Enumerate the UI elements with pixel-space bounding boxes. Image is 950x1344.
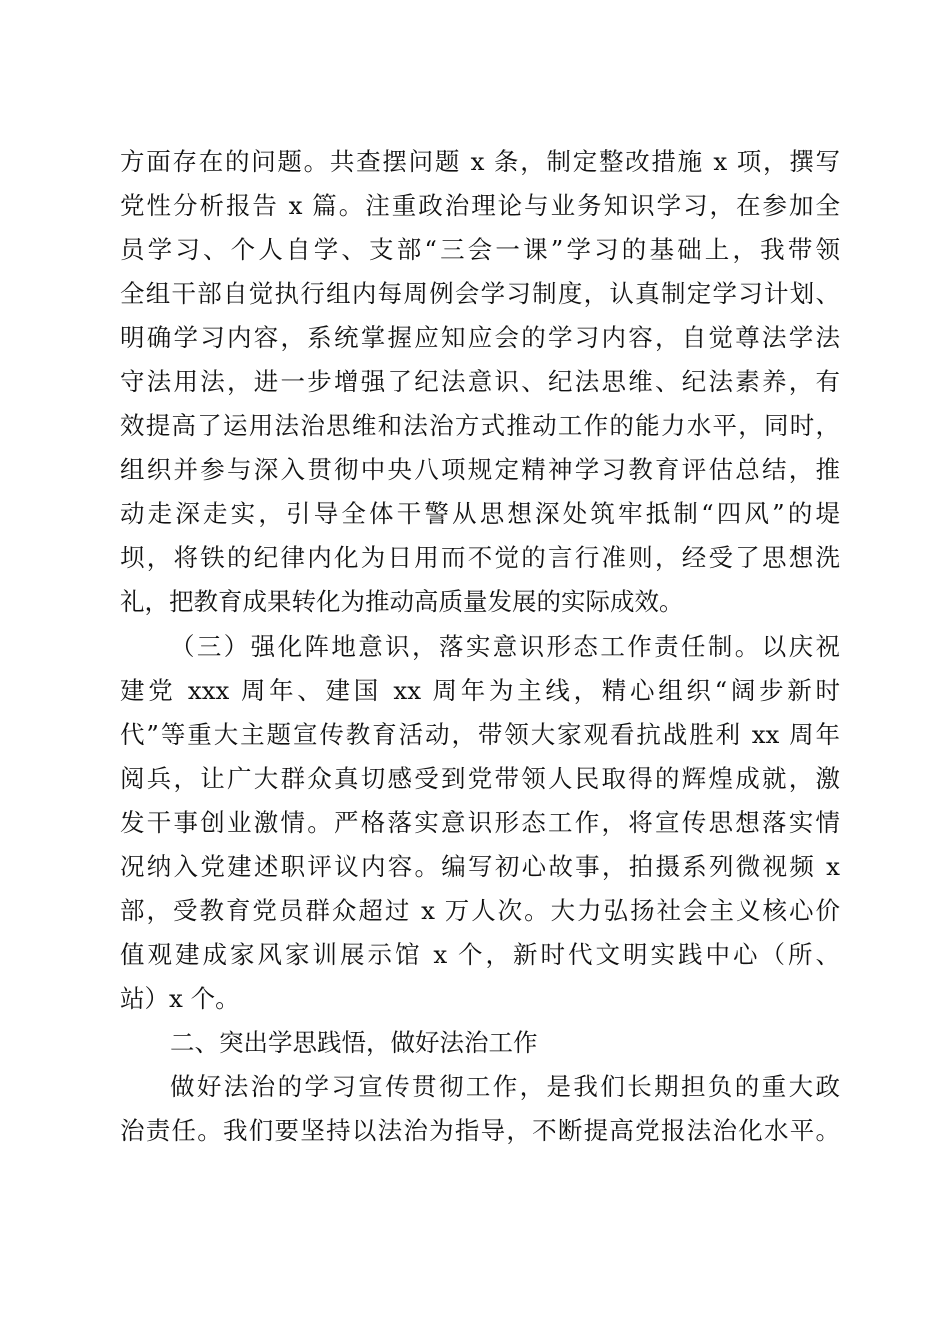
paragraph-line: 党性分析报告 x 篇。注重政治理论与业务知识学习，在参加全 (120, 191, 840, 220)
paragraph-line: 方面存在的问题。共查摆问题 x 条，制定整改措施 x 项，撰写 (120, 147, 840, 176)
paragraph-line: 坝，将铁的纪律内化为日用而不觉的言行准则，经受了思想洗 (120, 543, 840, 572)
paragraph-line: 况纳入党建述职评议内容。编写初心故事，拍摄系列微视频 x (120, 852, 840, 881)
section-heading-2: 二、突出学思践悟，做好法治工作 (170, 1028, 538, 1057)
paragraph-line: 建党 xxx 周年、建国 xx 周年为主线，精心组织“阔步新时 (120, 676, 840, 705)
paragraph-line: 做好法治的学习宣传贯彻工作，是我们长期担负的重大政 (170, 1072, 840, 1101)
paragraph-line: 员学习、个人自学、支部“三会一课”学习的基础上，我带领 (120, 235, 840, 264)
paragraph-line: 效提高了运用法治思维和法治方式推动工作的能力水平，同时， (120, 411, 840, 440)
paragraph-line: 组织并参与深入贯彻中央八项规定精神学习教育评估总结，推 (120, 455, 840, 484)
paragraph-line: 动走深走实，引导全体干警从思想深处筑牢抵制“四风”的堤 (120, 499, 840, 528)
paragraph-line: 值观建成家风家训展示馆 x 个，新时代文明实践中心（所、 (120, 940, 840, 969)
paragraph-line: 治责任。我们要坚持以法治为指导，不断提高党报法治化水平。 (120, 1116, 840, 1145)
paragraph-line: 发干事创业激情。严格落实意识形态工作，将宣传思想落实情 (120, 808, 840, 837)
paragraph-line: 部，受教育党员群众超过 x 万人次。大力弘扬社会主义核心价 (120, 896, 840, 925)
paragraph-line: 阅兵，让广大群众真切感受到党带领人民取得的辉煌成就，激 (120, 764, 840, 793)
paragraph-line: 站）x 个。 (120, 984, 240, 1013)
paragraph-line: 全组干部自觉执行组内每周例会学习制度，认真制定学习计划、 (120, 279, 840, 308)
paragraph-line: 明确学习内容，系统掌握应知应会的学习内容，自觉尊法学法 (120, 323, 840, 352)
paragraph-line: 守法用法，进一步增强了纪法意识、纪法思维、纪法素养，有 (120, 367, 840, 396)
section-heading-3-line: （三）强化阵地意识，落实意识形态工作责任制。以庆祝 (170, 632, 840, 661)
paragraph-line: 代”等重大主题宣传教育活动，带领大家观看抗战胜利 xx 周年 (120, 720, 840, 749)
paragraph-line: 礼，把教育成果转化为推动高质量发展的实际成效。 (120, 587, 684, 616)
